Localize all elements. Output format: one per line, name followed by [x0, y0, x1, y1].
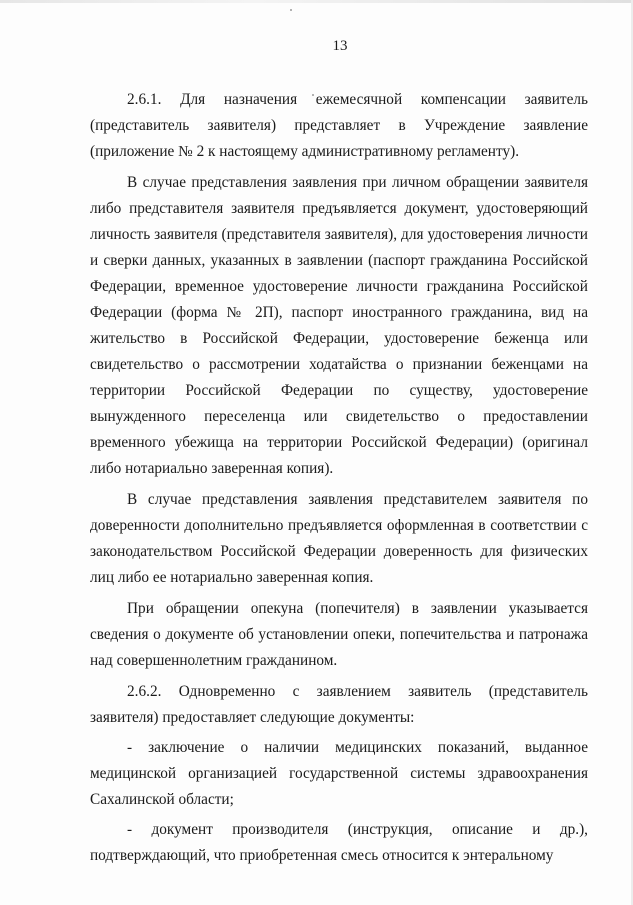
paragraph-2-6-1: 2.6.1. Для назначения ежемесячной компенсации заявитель (представитель заявителя) представляет в Учреждение заявление (приложение № 2 к настоящему административному регламенту).: [90, 91, 588, 160]
scan-speck: [290, 9, 292, 11]
list-item-manufacturer-document: - документ производителя (инструкция, описание и др.), подтверждающий, что приобретенная смесь относится к энтеральному: [90, 821, 588, 864]
paragraph-identity-document: В случае представления заявления при личном обращении заявителя либо представителя заявителя предъявляется документ, удостоверяющий личность заявителя (представителя заявителя), для удостоверения личности и сверки данных, указанных в заявлении (паспорт гражданина Российской Федерации, временное удостоверение личности гражданина Российской Федерации (форма № 2П), паспорт иностранного гражданина, вид на жительство в Российской Федерации, удостоверение беженца или свидетельство о рассмотрении ходатайства о признании беженцами на территории Российской Федерации по существу, удостоверение вынужденного переселенца или свидетельство о предоставлении временного убежища на территории Российской Федерации) (оригинал либо нотариально заверенная копия).: [90, 174, 588, 477]
document-body: [90, 87, 588, 873]
list-item-medical-conclusion: - заключение о наличии медицинских показаний, выданное медицинской организацией государственной системы здравоохранения Сахалинской области;: [90, 739, 588, 808]
paragraph-2-6-2: 2.6.2. Одновременно с заявлением заявитель (представитель заявителя) предоставляет следующие документы:: [90, 683, 588, 726]
paragraph-guardian: При обращении опекуна (попечителя) в заявлении указывается сведения о документе об установлении опеки, попечительства и патронажа над совершеннолетним гражданином.: [90, 600, 588, 669]
page-number: 13: [332, 38, 348, 54]
paragraph-representative: В случае представления заявления представителем заявителя по доверенности дополнительно предъявляется оформленная в соответствии с законодательством Российской Федерации доверенность для физических лиц либо ее нотариально заверенная копия.: [90, 491, 588, 586]
scan-edge-top: [0, 0, 633, 3]
